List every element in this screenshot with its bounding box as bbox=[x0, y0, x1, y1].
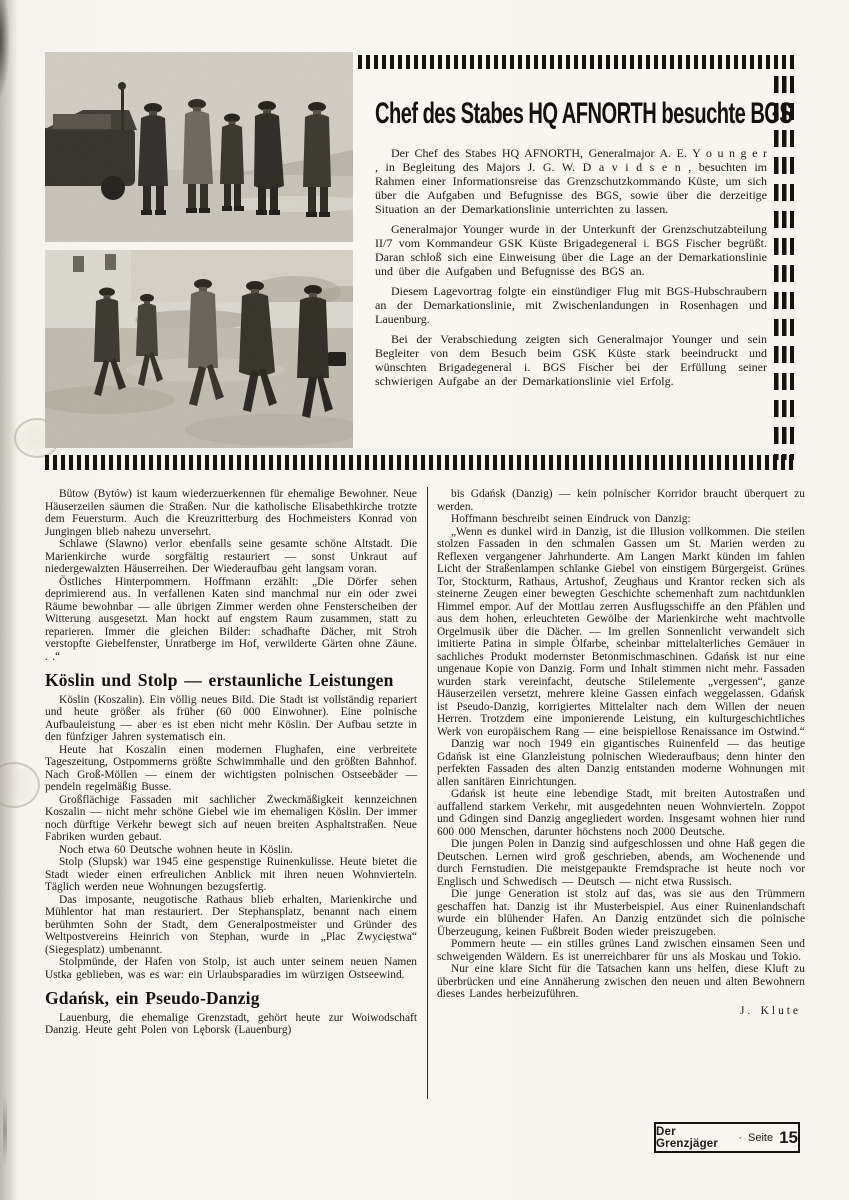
author-byline: J. Klute bbox=[739, 1004, 801, 1017]
article-paragraph: Noch etwa 60 Deutsche wohnen heute in Köslin. bbox=[59, 843, 293, 856]
scan-edge-shadow bbox=[0, 0, 18, 1200]
article-paragraph: Generalmajor Younger wurde in der Unterkunft der Grenzschutzabteilung II/7 vom Kommandeur GSK Küste Brigadegeneral i. BGS Fischer begrüßt. Daran schloß sich eine Einweisung über die Lage an der Demarkationslinie und über die Aufgaben und Befugnisse des BGS an. bbox=[375, 222, 767, 278]
scan-edge-streak bbox=[3, 1095, 7, 1165]
page-footer bbox=[654, 1122, 800, 1153]
article-paragraph: Schlawe (Slawno) verlor ebenfalls seine gesamte schöne Altstadt. Die Marienkirche wurde sorgfältig restauriert — sonst Unkraut auf niedergewalzten Häuserreihen. Der Wiederaufbau geht langsam voran. bbox=[45, 538, 417, 575]
article-paragraph: Die junge Generation ist stolz auf das, was sie aus den Trümmern geschaffen hat. Danzig ist ihr Musterbeispiel. Aus einer Ruinenlandschaft wurde ein blühender Hafen. An Danzig entzündet sich die polnische Überzeugung, keinen Fußbreit Boden wieder preiszugeben. bbox=[437, 888, 805, 938]
article-paragraph: Stolp (Slupsk) war 1945 eine gespenstige Ruinenkulisse. Heute bietet die Stadt wieder einen erfreulichen Anblick mit ihren neuen Wohnvierteln. Täglich werden neue Wohnungen bezugsfertig. bbox=[45, 856, 417, 893]
article-paragraph: Bei der Verabschiedung zeigten sich Generalmajor Younger und sein Begleiter von dem Besuch beim GSK Küste stark beeindruckt und wünschten Brigadegeneral i. BGS Fischer bei der Erfüllung seiner schwierigen Aufgabe an der Demarkationslinie viel Erfolg. bbox=[375, 332, 767, 388]
article-paragraph: Danzig war noch 1949 ein gigantisches Ruinenfeld — das heutige Gdańsk ist eine Glanzleistung polnischen Wiederaufbaus; denn hinter den perfekten Fassaden des alten Danzig entstanden moderne Wohnungen mit allen sanitären Einrichtungen. bbox=[437, 738, 805, 788]
article-paragraph: Hoffmann beschreibt seinen Eindruck von Danzig: bbox=[451, 513, 691, 525]
photo-officers-walking bbox=[45, 250, 353, 448]
decorative-dashed-rule-top bbox=[358, 55, 794, 69]
page-label: Seite bbox=[748, 1131, 774, 1144]
embossed-stamp-mark bbox=[0, 762, 40, 808]
article-paragraph: bis Gdańsk (Danzig) — kein polnischer Korridor braucht überquert zu werden. bbox=[437, 488, 805, 513]
photo-officers-standing-image bbox=[45, 52, 353, 242]
scan-corner-smudge bbox=[0, 0, 20, 150]
feature-article-body bbox=[375, 146, 767, 394]
feature-article-title: Chef des Stabes HQ AFNORTH besuchte BGS bbox=[375, 97, 793, 130]
article-paragraph: Der Chef des Stabes HQ AFNORTH, Generalmajor A. E. Y o u n g e r , in Begleitung des Majors J. G. W. D a v i d s e n , besuchten im Rahmen einer Informationsreise das Grenzschutzkommando Küste, um sich über die Aufgaben und Befugnisse des BGS, sowie über die derzeitige Situation an der Demarkationslinie unterrichten zu lassen. bbox=[375, 146, 767, 216]
right-column bbox=[437, 488, 805, 1017]
column-divider bbox=[427, 487, 428, 1099]
article-paragraph: Lauenburg, die ehemalige Grenzstadt, gehört heute zur Woiwodschaft Danzig. Heute geht Polen von Lęborsk (Lauenburg) bbox=[45, 1011, 417, 1036]
publication-name: Der Grenzjäger bbox=[656, 1125, 719, 1150]
article-paragraph: Das imposante, neugotische Rathaus blieb erhalten, Marienkirche und Mühlentor hat man restauriert. Der Stephansplatz, benannt nach einem berühmten Sohn der Stadt, dem Generalpostmeister und Gründer des Weltpostvereins Heinrich von Stephan, wurde in „Plac Zwycięstwa“ (Siegesplatz) umbenannt. bbox=[45, 893, 417, 956]
article-paragraph: Stolpmünde, der Hafen von Stolp, ist auch unter seinem neuen Namen Ustka geblieben, was es war: ein Urlaubsparadies im würzigen Ostseewind. bbox=[45, 956, 417, 981]
decorative-dashed-rule-bottom bbox=[45, 455, 796, 470]
article-paragraph: Pommern heute — ein stilles grünes Land zwischen einsamen Seen und schweigenden Wäldern. Es ist unerreichbarer für uns als Moskau und Tokio. bbox=[437, 938, 805, 963]
article-paragraph: „Wenn es dunkel wird in Danzig, ist die Illusion vollkommen. Die steilen stolzen Fassaden in den schmalen Gassen um St. Marien werden zu Reflexen vergangener Jahrhunderte. Am Langen Markt künden im fahlen Licht der Straßenlampen schlanke Giebel von einstigem Bürgergeist. Grünes Tor, Stockturm, Rathaus, Artushof, Zeughaus und Krantor recken sich als steinerne Zeugen einer bewegten Geschichte schemenhaft zum nachtdunklen Himmel empor. Auf der Mottlau zerren Ausflugsschiffe an den Pfählen und aus dem hohen, erleuchteten Gewölbe der Marienkirche weht machtvolle Orgelmusik über die Dächer. — Im grellen Sonnenlicht verwandelt sich imitierte Patina in simple Ölfarbe, scheinbar mittelalterliches Gemäuer in sachliches Produkt modernster Betonmischmaschinen. Gdańsk ist nur eine ungenaue Kopie von Danzig. Form und Inhalt stimmen nicht mehr. Fassaden wurden stark vereinfacht, deutsche Stilelemente „vergessen“, ganze Häuserzeilen versetzt, mehrere kleine Gassen einfach weggelassen. Gdańsk ist Pseudo-Danzig, korrigiertes Mittelalter nach dem Willen der neuen Herren. Trotzdem eine imponierende Leistung, ein kulturgeschichtliches Werk von europäischem Rang — eine beispiellose Renaissance im Ostwind.“ bbox=[437, 525, 805, 738]
section-heading: Gdańsk, ein Pseudo-Danzig bbox=[45, 988, 260, 1008]
decorative-dashed-rule-right bbox=[774, 76, 794, 460]
article-paragraph: Gdańsk ist heute eine lebendige Stadt, mit breiten Autostraßen und auffallend starkem Verkehr, mit ausgedehnten neuen Wohnvierteln. Zoppot und Gdingen sind Danzig angegliedert worden. Insgesamt wohnen hier rund 600 000 Menschen, darunter höchstens noch 2000 Deutsche. bbox=[437, 788, 805, 838]
article-paragraph: Heute hat Koszalin einen modernen Flughafen, eine verbreitete Tageszeitung, Ostpommerns größte Schwimmhalle und den größten Bahnhof. Nach Groß-Möllen — einem der wichtigsten polnischen Ostseebäder — pendeln regelmäßig Busse. bbox=[45, 743, 417, 793]
page-number: 15 bbox=[779, 1128, 798, 1147]
article-paragraph: Köslin (Koszalin). Ein völlig neues Bild. Die Stadt ist vollständig repariert und heute größer als früher (60 000 Einwohner). Eine polnische Aufbauleistung — aber es ist eben nicht mehr Köslin. Der Aufbau setzte in den fünfziger Jahren systematisch ein. bbox=[45, 693, 417, 743]
photo-officers-standing bbox=[45, 52, 353, 242]
section-heading: Köslin und Stolp — erstaunliche Leistungen bbox=[45, 670, 394, 690]
article-paragraph: Bütow (Bytów) ist kaum wiederzuerkennen für ehemalige Bewohner. Neue Häuserzeilen säumen die Straßen. Nur die katholische Elisabethkirche trotzte dem Feuersturm. Auch die Kreuzritterburg des Hochmeisters Konrad von Jungingen blieb nahezu unversehrt. bbox=[45, 488, 417, 538]
photo-officers-walking-image bbox=[45, 250, 353, 448]
article-paragraph: Diesem Lagevortrag folgte ein einstündiger Flug mit BGS-Hubschraubern an der Demarkationslinie, mit Zwischenlandungen in Rosenhagen und Lauenburg. bbox=[375, 284, 767, 326]
article-paragraph: Die jungen Polen in Danzig sind aufgeschlossen und ohne Haß gegen die Deutschen. Lernen wird groß geschrieben, abends, am Wochenende und durch Fernstudien. Die meistgepaukte Fremdsprache ist heute noch vor Englisch und Schwedisch — Deutsch — nicht etwa Russisch. bbox=[437, 838, 805, 888]
article-paragraph: Nur eine klare Sicht für die Tatsachen kann uns helfen, diese Kluft zu überbrücken und eine Annäherung zwischen den neuen und alten Bewohnern dieses Landes herbeizuführen. bbox=[437, 963, 805, 1000]
article-paragraph: Östliches Hinterpommern. Hoffmann erzählt: „Die Dörfer sehen deprimierend aus. In verfallenen Katen sind manchmal nur ein oder zwei Räume bewohnbar — alle übrigen Zimmer werden ohne Fensterscheiben der Witterung ausgesetzt. Man hockt auf engstem Raum zusammen, statt zu reparieren. Immer die gleichen Bilder: schadhafte Dächer, mit Stroh verstopfte Giebelfenster, Unratberge im Hof, verwilderte Gärten ohne Zäune. . .“ bbox=[45, 575, 417, 663]
left-column bbox=[45, 488, 417, 1037]
right-column-paragraphs bbox=[437, 488, 805, 1001]
footer-separator: · bbox=[738, 1131, 742, 1144]
article-paragraph: Großflächige Fassaden mit sachlicher Zweckmäßigkeit kennzeichnen Koszalin — nicht mehr schöne Giebel wie im ehemaligen Köslin. Der immer noch dürftige Verkehr bewegt sich auf neuen breiten Asphaltstraßen. Neue Fabriken wurden gebaut. bbox=[45, 793, 417, 843]
